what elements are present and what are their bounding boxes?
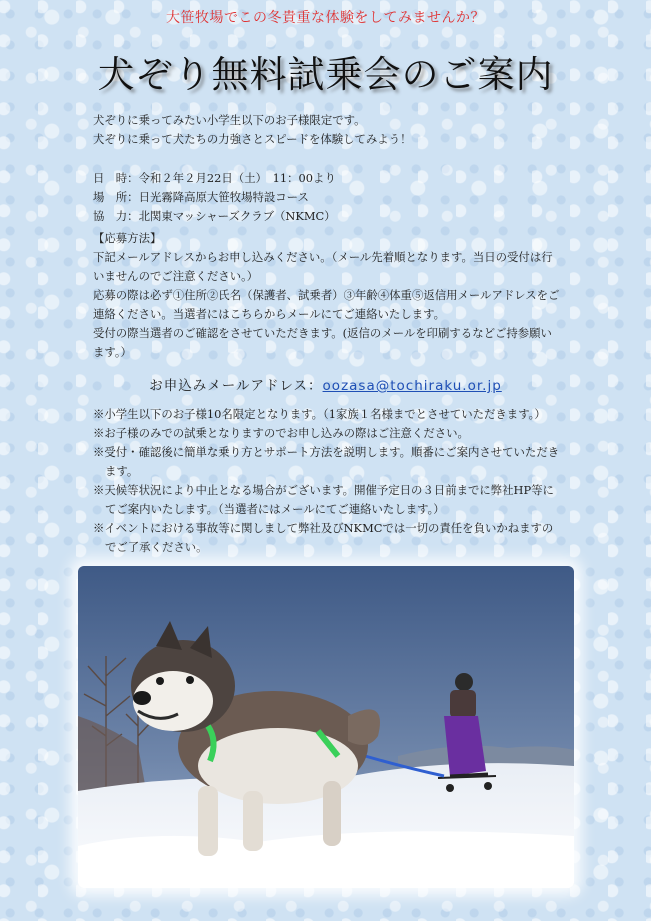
application-section — [93, 229, 563, 362]
tagline: 大笹牧場でこの冬貴重な体験をしてみませんか？ — [166, 10, 485, 26]
intro-line: 犬ぞりに乗ってみたい小学生以下のお子様限定です。 — [93, 113, 366, 127]
page-title: 犬ぞり無料試乗会のご案内 — [97, 53, 554, 96]
intro-text — [93, 111, 563, 149]
application-paragraph: 下記メールアドレスからお申し込みください。（メール先着順となります。当日の受付は行いませんのでご注意ください。） — [93, 250, 553, 283]
detail-value: 日光霧降高原大笹牧場特設コース — [138, 190, 309, 204]
application-paragraph: 応募の際は必ず①住所②氏名（保護者、試乗者）③年齢④体重⑤返信用メールアドレスをご連絡ください。当選者にはこちらからメールにてご連絡いたします。 — [93, 288, 560, 321]
email-link[interactable]: oozasa@tochiraku.or.jp — [322, 378, 502, 394]
detail-label: 協 力： — [93, 209, 139, 223]
note-item: ※小学生以下のお子様10名限定となります。（1家族１名様までとさせていただきます。） — [93, 407, 546, 421]
detail-cooperation — [93, 207, 563, 226]
notes-list — [93, 405, 563, 557]
detail-value: 北関東マッシャーズクラブ（NKMC） — [138, 209, 336, 223]
detail-label: 場 所： — [93, 190, 139, 204]
detail-date — [93, 169, 563, 188]
email-line — [0, 374, 651, 394]
event-details — [93, 169, 563, 226]
email-label: お申込みメールアドレス： — [149, 378, 323, 394]
note-item: ※天候等状況により中止となる場合がございます。開催予定日の３日前までに弊社HP等にてご案内いたします。（当選者にはメールにてご連絡いたします。） — [93, 483, 554, 516]
intro-line: 犬ぞりに乗って犬たちの力強さとスピードを体験してみよう！ — [93, 132, 412, 146]
detail-value: 令和２年２月22日（土） 11：00より — [138, 171, 336, 185]
detail-place — [93, 188, 563, 207]
note-item: ※お子様のみでの試乗となりますのでお申し込みの際はご注意ください。 — [93, 426, 469, 440]
note-item: ※イベントにおける事故等に関しまして弊社及びNKMCでは一切の責任を負いかねますのでご了承ください。 — [93, 521, 554, 554]
note-item: ※受付・確認後に簡単な乗り方とサポート方法を説明します。順番にご案内させていただきます。 — [93, 445, 560, 478]
application-heading: 【応募方法】 — [93, 231, 162, 245]
dog-sled-photo — [78, 566, 574, 888]
application-paragraph: 受付の際当選者のご確認をさせていただきます。(返信のメールを印刷するなどご持参願います。） — [93, 326, 552, 359]
detail-label: 日 時： — [93, 171, 139, 185]
